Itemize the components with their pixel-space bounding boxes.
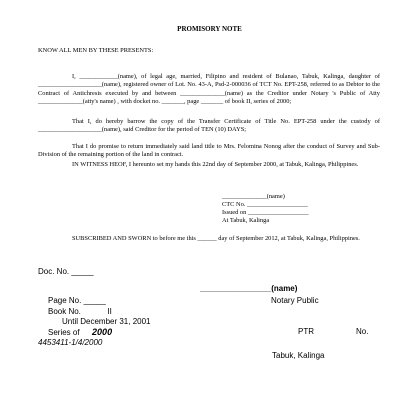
paragraph-return-promise: That I do promise to return immediately said land title to Mrs. Felomina Nonog after the conduct of Survey and Sub-Division of the remaining portion of the land in contract. xyxy=(38,143,380,159)
page-no-line: Page No. _____ xyxy=(48,296,106,305)
series-value: 2000 xyxy=(92,327,113,337)
book-no-line xyxy=(48,307,112,316)
book-no-value: II xyxy=(107,307,112,316)
notary-name-line: ________________(name) xyxy=(200,284,298,293)
handwritten-ptr-number: 4453411-1/4/2000 xyxy=(38,338,103,347)
ctc-no-line: CTC No. ___________________ xyxy=(222,201,308,208)
notary-public-label: Notary Public xyxy=(271,296,319,305)
ptr-no-label: No. xyxy=(356,327,369,336)
document-title: PROMISORY NOTE xyxy=(177,25,242,33)
series-line xyxy=(48,327,112,337)
book-no-label: Book No. xyxy=(48,307,81,316)
notary-place: Tabuk, Kalinga xyxy=(272,351,325,360)
paragraph-borrow-title: That I, do hereby barrow the copy of the Transfer Certificate of Title No. EPT-258 under the custody of ____________________(name), said Creditor for the period of TEN (10) DAYS; xyxy=(38,118,380,134)
paragraph-debtor-details: I, ____________(name), of legal age, married, Filipino and resident of Bulanao, Tabuk, Kalinga, daughter of ____________________(name), registered owner of Lot. No. 43-A, Psd-2-000036 of TCT No. EPT-258, referred to as Debtor to the Contract of Antichresis executed by and between ______________(name) as the Creditor under Notary 's Public of Atty ______________(atty's name) , with docket no. _______, page _______ of book II, series of 2000; xyxy=(38,73,380,106)
paragraph-witness: IN WITNESS HEOF, I hereunto set my hands this 22nd day of September 2000, at Tabuk, Kalinga, Philippines. xyxy=(72,161,359,168)
series-label: Series of xyxy=(48,328,80,337)
ptr-label: PTR xyxy=(298,327,314,336)
issued-on-line: Issued on ___________________ xyxy=(222,209,309,216)
salutation: KNOW ALL MEN BY THESE PRESENTS: xyxy=(38,47,154,54)
paragraph-subscribed-sworn: SUBSCRIBED AND SWORN to before me this ______ day of September 2012, at Tabuk, Kalinga, Philippines. xyxy=(72,235,360,242)
doc-no-line: Doc. No. _____ xyxy=(38,267,94,276)
signing-place: At Tabuk, Kalinga xyxy=(222,217,270,224)
commission-until-line: Until December 31, 2001 xyxy=(62,317,151,326)
signature-name-line: ______________(name) xyxy=(222,193,285,200)
